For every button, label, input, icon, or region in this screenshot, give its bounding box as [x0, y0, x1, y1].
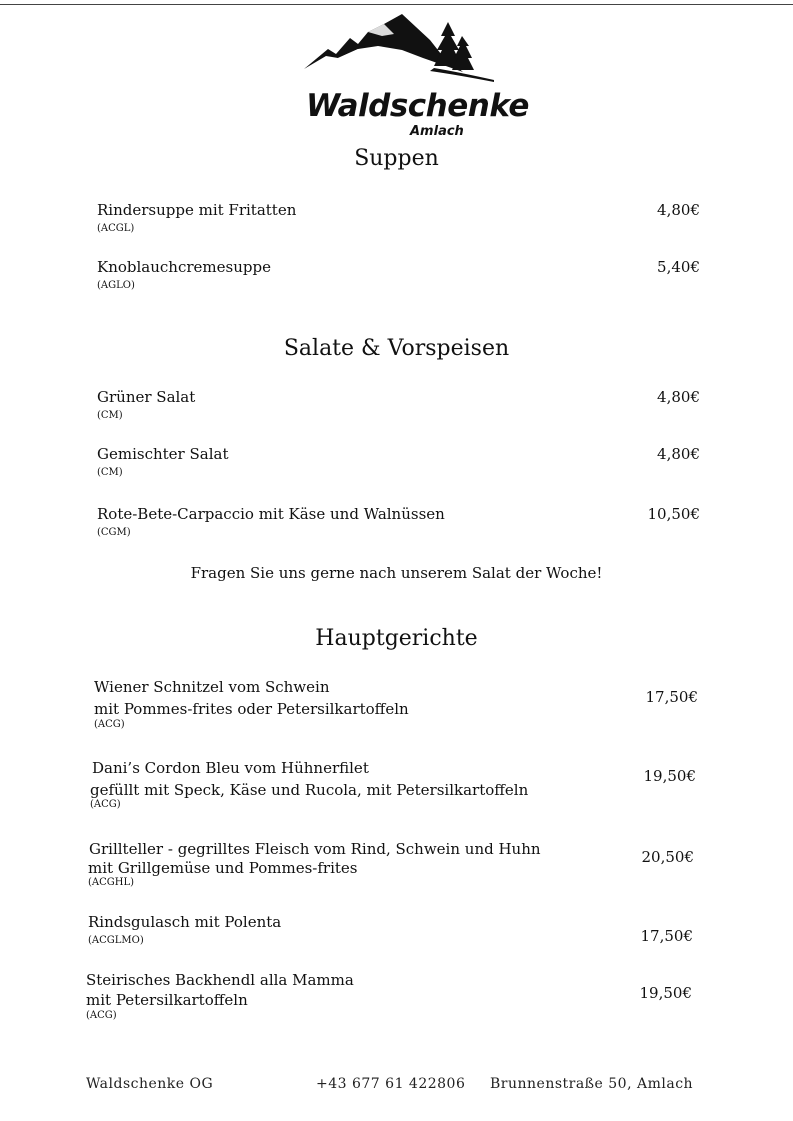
- item-description: gefüllt mit Speck, Käse und Rucola, mit Petersilkartoffeln: [90, 781, 529, 799]
- item-allergens: (ACG): [90, 799, 121, 810]
- item-description: mit Petersilkartoffeln: [86, 991, 248, 1009]
- brand-name: Waldschenke: [306, 88, 529, 124]
- item-description: mit Grillgemüse und Pommes-frites: [88, 859, 358, 877]
- item-name: Steirisches Backhendl alla Mamma: [86, 971, 354, 989]
- item-price: 17,50€: [640, 927, 693, 945]
- item-price: 4,80€: [657, 445, 700, 463]
- item-allergens: (ACGHL): [88, 877, 135, 888]
- top-rule: [0, 4, 793, 5]
- item-price: 4,80€: [657, 201, 700, 219]
- salad-of-week-note: Fragen Sie uns gerne nach unserem Salat der Woche!: [190, 564, 603, 582]
- item-allergens: (CM): [97, 410, 123, 421]
- section-title-salate: Salate & Vorspeisen: [283, 336, 510, 361]
- brand-logo: [298, 14, 529, 139]
- item-allergens: (AGLO): [97, 280, 135, 291]
- section-title-hauptgerichte: Hauptgerichte: [315, 626, 478, 651]
- item-name: Gemischter Salat: [97, 445, 229, 463]
- footer-phone: +43 677 61 422806: [316, 1076, 466, 1092]
- item-price: 5,40€: [657, 258, 700, 276]
- item-price: 4,80€: [657, 388, 700, 406]
- footer-company: Waldschenke OG: [86, 1076, 214, 1092]
- mountain-tree-icon: [298, 14, 498, 89]
- footer-address: Brunnenstraße 50, Amlach: [490, 1076, 694, 1092]
- item-name: Wiener Schnitzel vom Schwein: [94, 678, 330, 696]
- item-name: Knoblauchcremesuppe: [97, 258, 271, 276]
- item-name: Rote-Bete-Carpaccio mit Käse und Walnüssen: [97, 505, 445, 523]
- item-description: mit Pommes-frites oder Petersilkartoffeln: [94, 700, 409, 718]
- item-name: Grillteller - gegrilltes Fleisch vom Rind, Schwein und Huhn: [89, 840, 541, 858]
- item-name: Grüner Salat: [97, 388, 196, 406]
- item-name: Rindersuppe mit Fritatten: [97, 201, 297, 219]
- item-allergens: (ACGLMO): [88, 935, 144, 946]
- item-name: Rindsgulasch mit Polenta: [88, 913, 282, 931]
- item-price: 20,50€: [641, 848, 694, 866]
- brand-location: Amlach: [410, 124, 464, 139]
- item-price: 19,50€: [639, 984, 692, 1002]
- item-price: 10,50€: [647, 505, 700, 523]
- section-title-suppen: Suppen: [354, 146, 439, 171]
- item-allergens: (ACG): [94, 719, 125, 730]
- item-price: 17,50€: [645, 688, 698, 706]
- item-allergens: (CM): [97, 467, 123, 478]
- item-price: 19,50€: [643, 767, 696, 785]
- item-allergens: (ACGL): [97, 223, 135, 234]
- item-allergens: (CGM): [97, 527, 131, 538]
- item-name: Dani’s Cordon Bleu vom Hühnerfilet: [92, 759, 369, 777]
- item-allergens: (ACG): [86, 1010, 117, 1021]
